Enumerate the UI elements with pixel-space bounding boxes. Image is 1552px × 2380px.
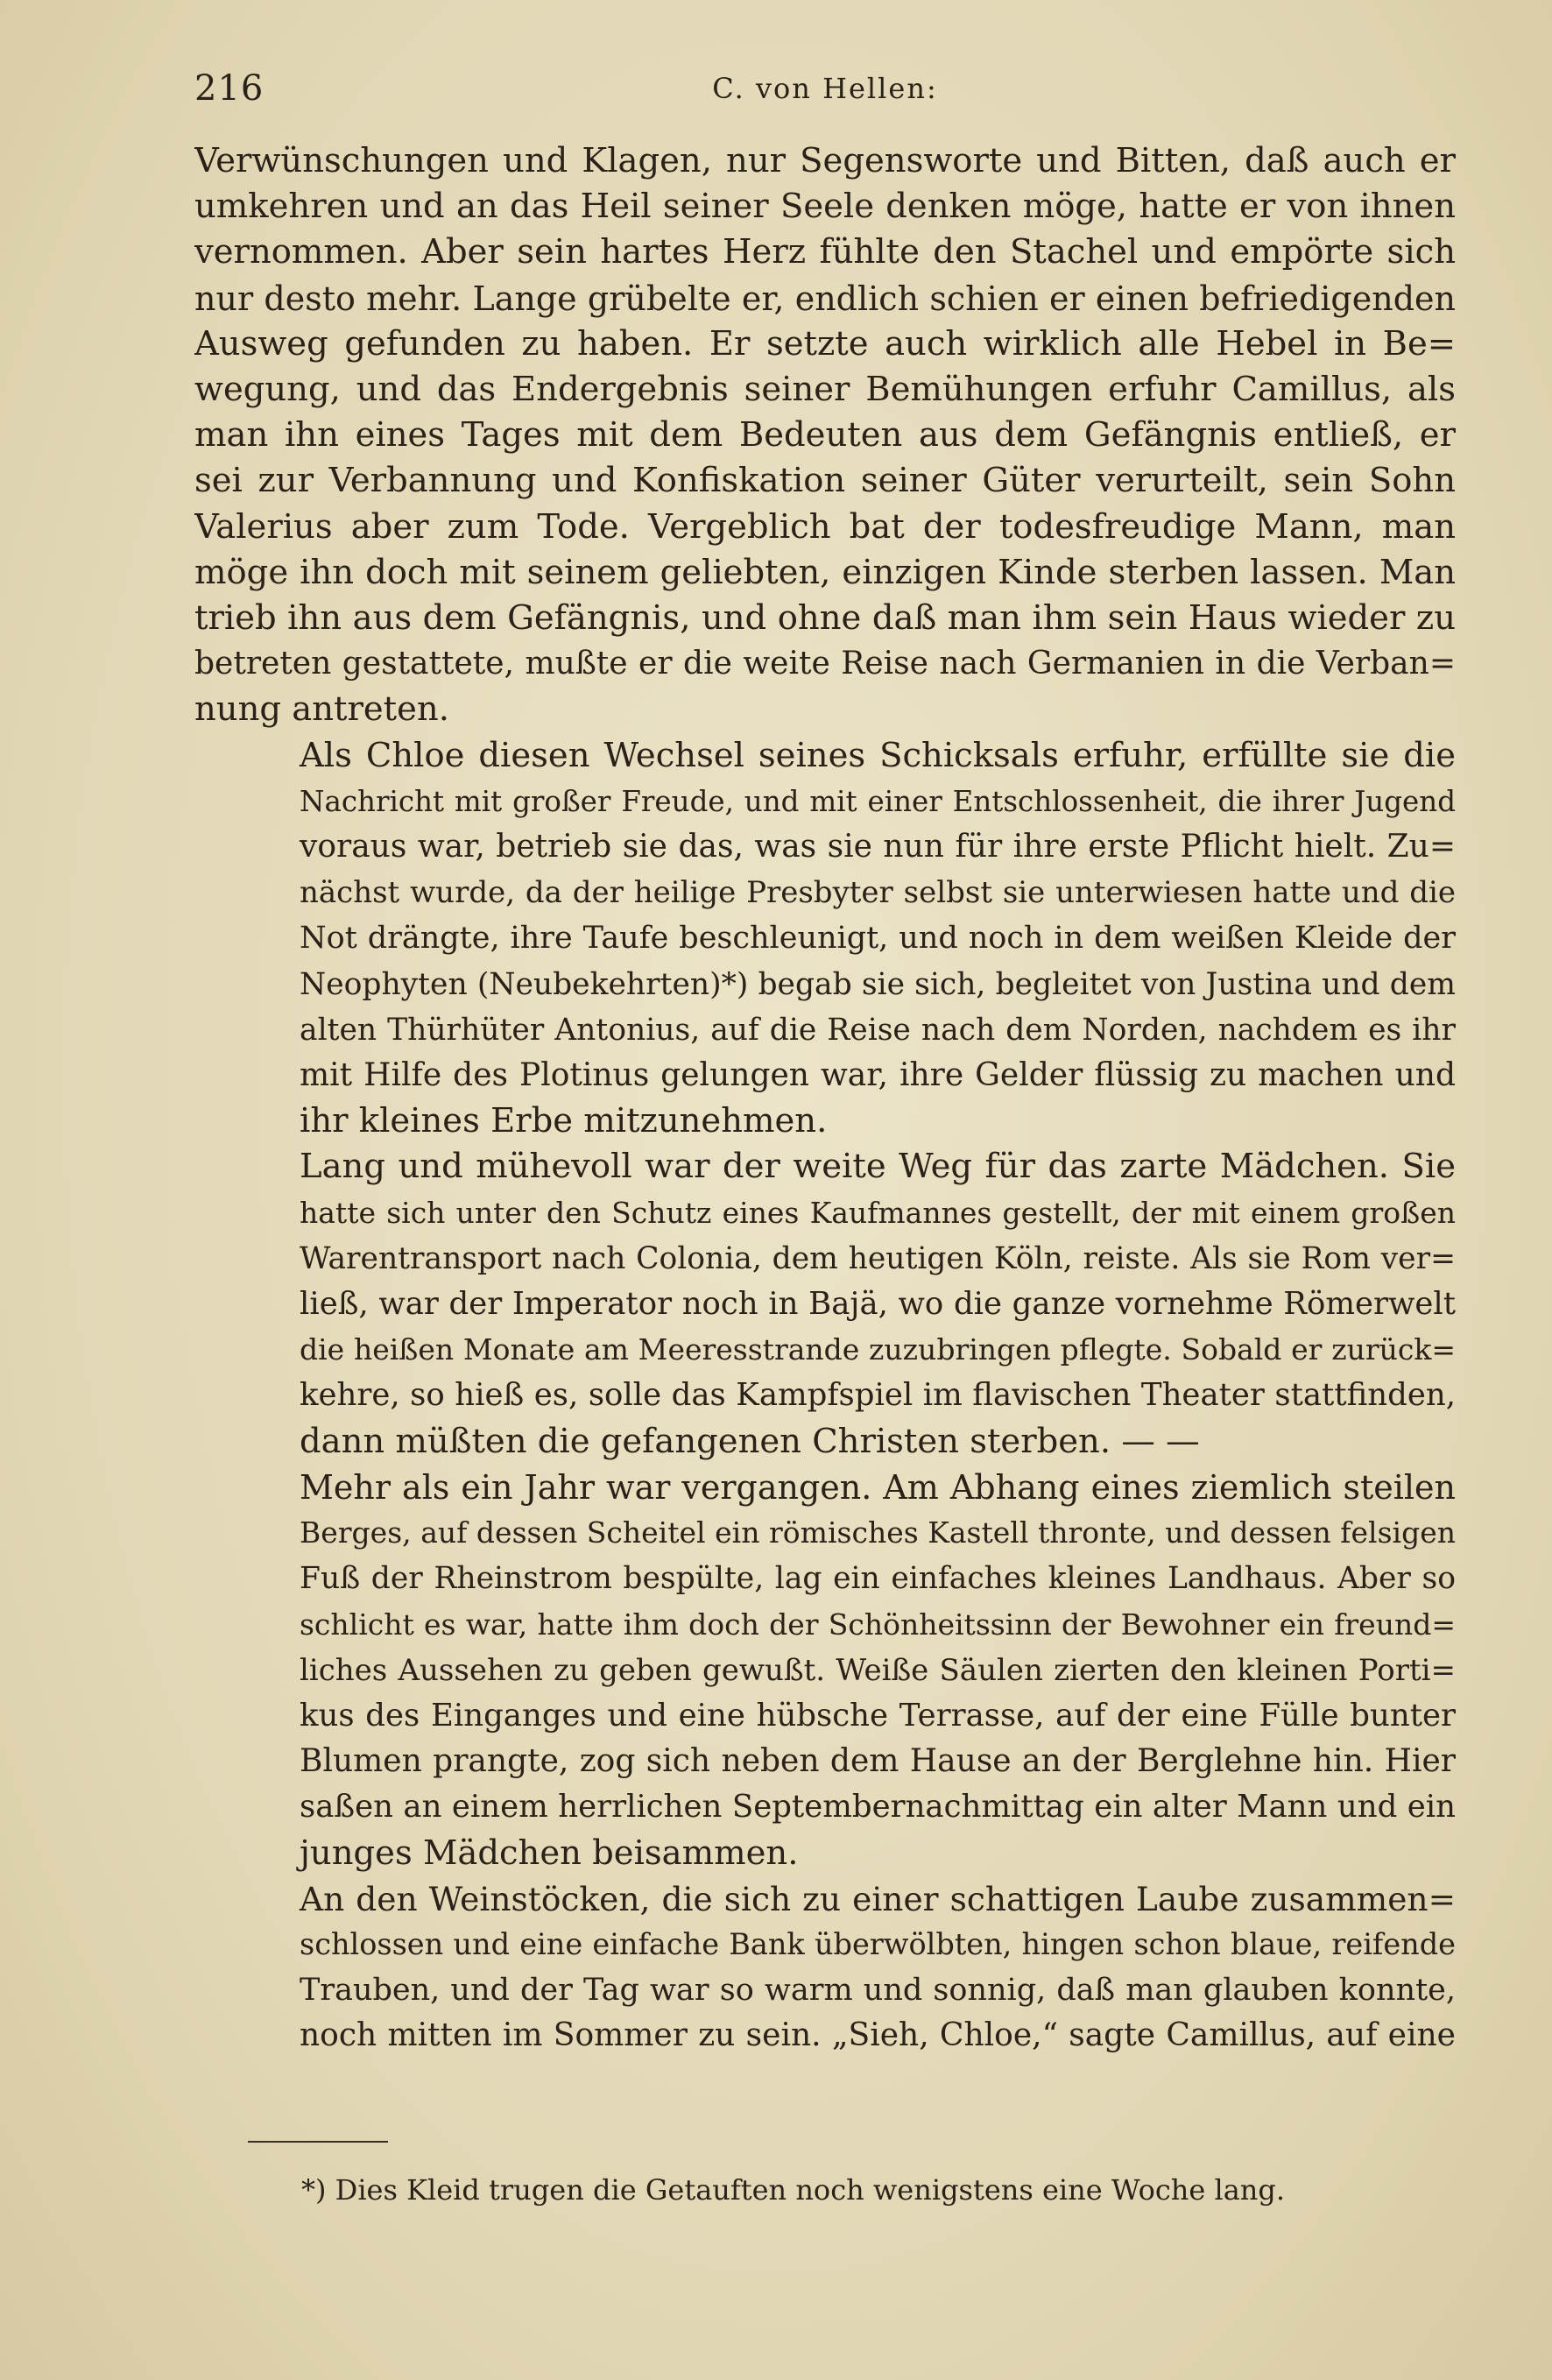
text-line: die heißen Monate am Meeresstrande zuzubringen pflegte. Sobald er zurück= xyxy=(300,1332,1456,1367)
text-line: nächst wurde, da der heilige Presbyter selbst sie unterwiesen hatte und die xyxy=(300,875,1456,911)
text-line: Mehr als ein Jahr war vergangen. Am Abhang eines ziemlich steilen xyxy=(300,1467,1456,1507)
text-line: kus des Einganges und eine hübsche Terrasse, auf der eine Fülle bunter xyxy=(300,1697,1456,1734)
text-line: Fuß der Rheinstrom bespülte, lag ein einfaches kleines Landhaus. Aber so xyxy=(300,1561,1456,1597)
text-line: nung antreten. xyxy=(194,689,449,730)
text-line: Valerius aber zum Tode. Vergeblich bat der todesfreudige Mann, man xyxy=(194,506,1456,547)
text-line: wegung, und das Endergebnis seiner Bemühungen erfuhr Camillus, als xyxy=(194,370,1456,410)
text-line: Nachricht mit großer Freude, und mit einer Entschlossenheit, die ihrer Jugend xyxy=(300,784,1456,818)
text-line: dann müßten die gefangenen Christen sterben. — — xyxy=(300,1421,1200,1461)
paragraph xyxy=(194,733,1456,1145)
footnote-divider xyxy=(248,2141,388,2143)
text-line: Trauben, und der Tag war so warm und sonnig, daß man glauben konnte, xyxy=(300,1973,1456,2009)
text-line: schlossen und eine einfache Bank überwölbten, hingen schon blaue, reifende xyxy=(300,1926,1456,1961)
text-line: Als Chloe diesen Wechsel seines Schicksals erfuhr, erfüllte sie die xyxy=(300,735,1456,775)
text-line: trieb ihn aus dem Gefängnis, und ohne daß man ihm sein Haus wieder zu xyxy=(194,598,1456,639)
text-line: kehre, so hieß es, solle das Kampfspiel im flavischen Theater stattfinden, xyxy=(300,1377,1456,1414)
text-line: mit Hilfe des Plotinus gelungen war, ihre Gelder flüssig zu machen und xyxy=(300,1057,1456,1094)
text-line: Verwünschungen und Klagen, nur Segensworte und Bitten, daß auch er xyxy=(194,141,1456,180)
text-line: möge ihn doch mit seinem geliebten, einzigen Kinde sterben lassen. Man xyxy=(194,552,1456,592)
footnote: *) Dies Kleid trugen die Getauften noch wenigstens eine Woche lang. xyxy=(301,2173,1286,2207)
text-line: junges Mädchen beisammen. xyxy=(300,1833,799,1873)
text-line: voraus war, betrieb sie das, was sie nun für ihre erste Pflicht hielt. Zu= xyxy=(300,829,1456,865)
running-head: C. von Hellen: xyxy=(712,72,938,105)
text-line: Ausweg gefunden zu haben. Er setzte auch wirklich alle Hebel in Be= xyxy=(194,323,1456,364)
text-line: man ihn eines Tages mit dem Bedeuten aus dem Gefängnis entließ, er xyxy=(194,415,1456,456)
text-line: betreten gestattete, mußte er die weite Reise nach Germanien in die Verban= xyxy=(194,646,1456,682)
paragraph xyxy=(194,1465,1456,1876)
text-line: Not drängte, ihre Taufe beschleunigt, und noch in dem weißen Kleide der xyxy=(300,921,1456,957)
paragraph xyxy=(194,138,1456,733)
text-line: vernommen. Aber sein hartes Herz fühlte den Stachel und empörte sich xyxy=(194,232,1456,272)
page-header xyxy=(194,68,1456,121)
text-line: An den Weinstöcken, die sich zu einer schattigen Laube zusammen= xyxy=(300,1879,1456,1918)
text-line: schlicht es war, hatte ihm doch der Schönheitssinn der Bewohner ein freund= xyxy=(300,1607,1456,1642)
paragraph xyxy=(194,1144,1456,1464)
text-line: noch mitten im Sommer zu sein. „Sieh, Chloe,“ sagte Camillus, auf eine xyxy=(300,2017,1456,2054)
text-line: ihr kleines Erbe mitzunehmen. xyxy=(300,1101,828,1141)
text-line: ließ, war der Imperator noch in Bajä, wo die ganze vornehme Römerwelt xyxy=(300,1286,1456,1323)
text-line: Blumen prangte, zog sich neben dem Hause an der Berglehne hin. Hier xyxy=(300,1743,1456,1780)
text-line: Lang und mühevoll war der weite Weg für das zarte Mädchen. Sie xyxy=(300,1147,1456,1187)
text-line: umkehren und an das Heil seiner Seele denken möge, hatte er von ihnen xyxy=(194,187,1456,227)
page-number: 216 xyxy=(194,68,265,109)
text-line: hatte sich unter den Schutz eines Kaufmannes gestellt, der mit einem großen xyxy=(300,1195,1456,1230)
text-line: Berges, auf dessen Scheitel ein römisches Kastell thronte, und dessen felsigen xyxy=(300,1515,1456,1550)
text-line: saßen an einem herrlichen Septembernachmittag ein alter Mann und ein xyxy=(300,1789,1456,1826)
text-line: sei zur Verbannung und Konfiskation seiner Güter verurteilt, sein Sohn xyxy=(194,461,1456,501)
text-line: nur desto mehr. Lange grübelte er, endlich schien er einen befriedigenden xyxy=(194,279,1456,318)
text-line: alten Thürhüter Antonius, auf die Reise nach dem Norden, nachdem es ihr xyxy=(300,1012,1456,1048)
text-line: liches Aussehen zu geben gewußt. Weiße Säulen zierten den kleinen Porti= xyxy=(300,1652,1456,1688)
text-line: Neophyten (Neubekehrten)*) begab sie sich, begleitet von Justina und dem xyxy=(300,966,1456,1002)
body-text xyxy=(194,138,1456,2059)
text-line: Warentransport nach Colonia, dem heutigen Köln, reiste. Als sie Rom ver= xyxy=(300,1240,1456,1276)
paragraph xyxy=(194,1876,1456,2059)
